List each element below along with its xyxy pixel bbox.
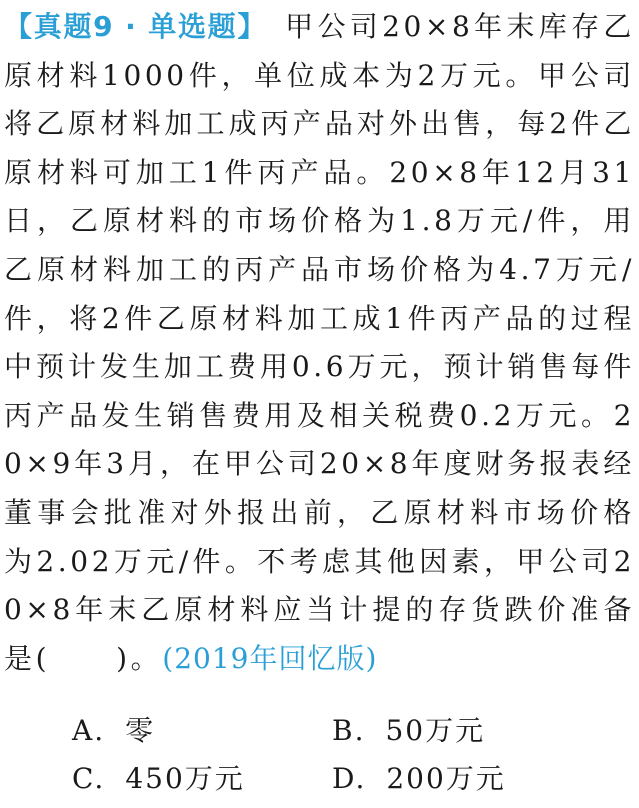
- answer-options: [72, 712, 612, 808]
- option-d[interactable]: [332, 760, 592, 808]
- option-letter: D.: [332, 762, 367, 795]
- option-text: 450万元: [125, 762, 245, 795]
- option-letter: A.: [72, 714, 106, 747]
- question-type-tag: 【真题9 · 单选题】: [4, 10, 268, 43]
- option-c[interactable]: [72, 760, 332, 808]
- option-a[interactable]: [72, 712, 332, 760]
- question-body: 甲公司20×8年末库存乙原材料1000件，单位成本为2万元。甲公司将乙原材料加工成丙产品对外出售，每2件乙原材料可加工1件丙产品。20×8年12月31日，乙原材料的市场价格为1.8万元/件，用乙原材料加工的丙产品市场价格为4.7万元/件，将2件乙原材料加工成1件丙产品的过程中预计发生加工费用0.6万元，预计销售每件丙产品发生销售费用及相关税费0.2万元。20×9年3月，在甲公司20×8年度财务报表经董事会批准对外报出前，乙原材料市场价格为2.02万元/件。不考虑其他因素，甲公司20×8年末乙原材料应当计提的存货跌价准备是: [4, 10, 636, 675]
- answer-blank-open: (: [35, 641, 51, 675]
- option-text: 50万元: [385, 714, 486, 747]
- option-b[interactable]: [332, 712, 592, 760]
- options-row-2: [72, 760, 612, 808]
- option-text: 200万元: [386, 762, 506, 795]
- option-letter: C.: [72, 762, 106, 795]
- question-text: [4, 3, 635, 683]
- option-letter: B.: [332, 714, 366, 747]
- options-row-1: [72, 712, 612, 760]
- answer-blank-close: )。: [116, 641, 163, 675]
- edition-note: (2019年回忆版): [162, 641, 378, 675]
- option-text: 零: [125, 714, 156, 747]
